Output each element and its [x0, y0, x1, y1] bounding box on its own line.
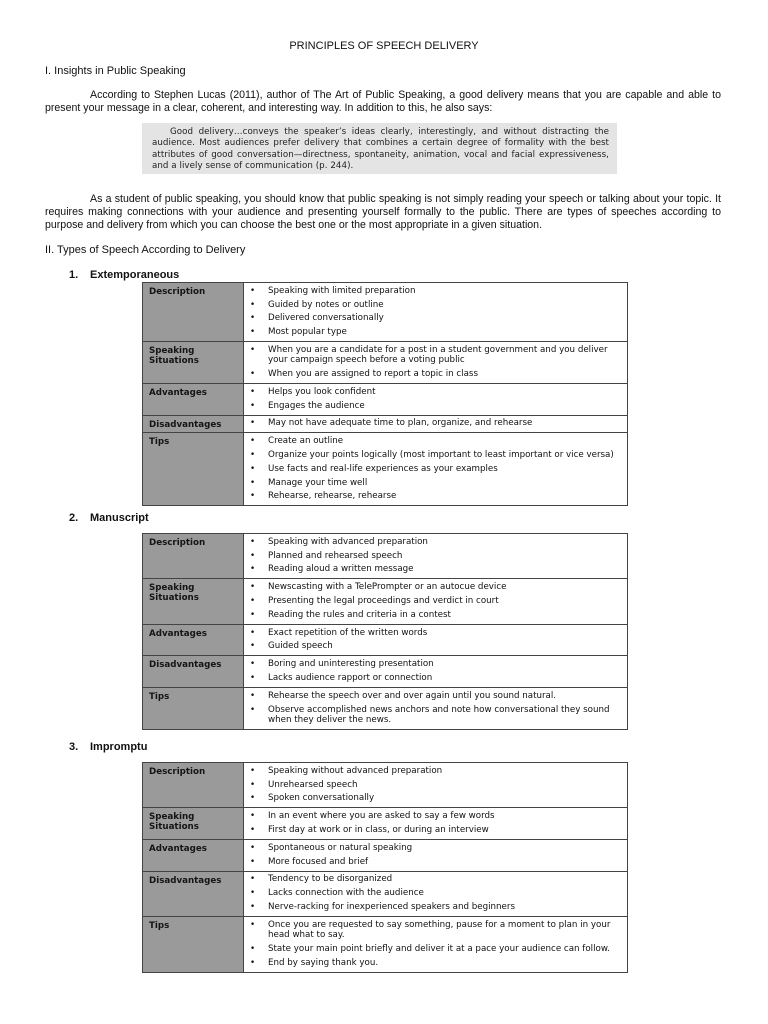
table-row — [143, 624, 628, 656]
row-label: Description — [143, 283, 244, 342]
table-row — [143, 283, 628, 342]
row-items — [244, 433, 628, 506]
type-heading-manuscript — [69, 512, 149, 525]
list-item: • End by saying thank you. — [244, 956, 627, 970]
type-number: 2. — [69, 512, 79, 524]
list-item: • Speaking without advanced preparation — [244, 764, 627, 778]
row-items — [244, 763, 628, 808]
row-items — [244, 871, 628, 916]
type-name: Extemporaneous — [90, 269, 180, 281]
page-title: PRINCIPLES OF SPEECH DELIVERY — [289, 40, 479, 52]
intro-paragraph — [45, 89, 721, 115]
row-items — [244, 916, 628, 972]
row-items — [244, 839, 628, 871]
list-item: • Organize your points logically (most important to least important or vice versa) — [244, 448, 627, 462]
row-label: Advantages — [143, 383, 244, 415]
table-row — [143, 383, 628, 415]
row-label: Description — [143, 763, 244, 808]
list-item: • Reading the rules and criteria in a contest — [244, 608, 627, 622]
list-item: • Spoken conversationally — [244, 792, 627, 806]
row-label: Advantages — [143, 839, 244, 871]
block-quote-text: Good delivery…conveys the speaker’s ideas clearly, interestingly, and without distracting the audience. Most audiences prefer delivery that combines a certain degree of formality with the best attributes of good conversation—directness, spontaneity, animation, vocal and facial expressiveness, and a lively sense of communication (p. 244). — [152, 127, 609, 172]
list-item: • Lacks connection with the audience — [244, 886, 627, 900]
row-label: Tips — [143, 687, 244, 729]
table-row — [143, 656, 628, 688]
table-row — [143, 342, 628, 384]
table-row — [143, 687, 628, 729]
table-manuscript — [142, 533, 628, 730]
type-heading-extemporaneous — [69, 269, 179, 282]
table-row — [143, 415, 628, 433]
list-item: • Lacks audience rapport or connection — [244, 671, 627, 685]
row-items — [244, 415, 628, 433]
list-item: • More focused and brief — [244, 855, 627, 869]
type-name: Impromptu — [90, 741, 148, 753]
type-heading-impromptu — [69, 741, 147, 754]
list-item: • Manage your time well — [244, 476, 627, 490]
list-item: • Boring and uninteresting presentation — [244, 657, 627, 671]
list-item: • Newscasting with a TelePrompter or an autocue device — [244, 580, 627, 594]
table-row — [143, 433, 628, 506]
list-item: • Rehearse, rehearse, rehearse — [244, 490, 627, 504]
row-items — [244, 283, 628, 342]
type-number: 3. — [69, 741, 79, 753]
list-item: • Guided speech — [244, 640, 627, 654]
row-items — [244, 383, 628, 415]
table-row — [143, 763, 628, 808]
list-item: • Observe accomplished news anchors and note how conversational they sound when they deliver the news. — [244, 703, 627, 727]
table-extemporaneous — [142, 282, 628, 506]
row-label: Speaking Situations — [143, 342, 244, 384]
list-item: • Rehearse the speech over and over again until you sound natural. — [244, 689, 627, 703]
list-item: • Speaking with limited preparation — [244, 284, 627, 298]
list-item: • May not have adequate time to plan, organize, and rehearse — [244, 417, 627, 431]
table-row — [143, 839, 628, 871]
list-item: • Reading aloud a written message — [244, 563, 627, 577]
row-items — [244, 808, 628, 840]
row-items — [244, 687, 628, 729]
block-quote — [142, 123, 617, 174]
section-heading-types: II. Types of Speech According to Delivery — [45, 244, 246, 256]
row-items — [244, 656, 628, 688]
list-item: • Presenting the legal proceedings and verdict in court — [244, 594, 627, 608]
list-item: • When you are assigned to report a topic in class — [244, 367, 627, 381]
row-items — [244, 534, 628, 579]
table-row — [143, 579, 628, 624]
row-label: Description — [143, 534, 244, 579]
row-label: Advantages — [143, 624, 244, 656]
list-item: • Engages the audience — [244, 399, 627, 413]
row-label: Disadvantages — [143, 871, 244, 916]
list-item: • Unrehearsed speech — [244, 778, 627, 792]
list-item: • Exact repetition of the written words — [244, 626, 627, 640]
list-item: • When you are a candidate for a post in a student government and you deliver your campaign speech before a voting public — [244, 343, 627, 367]
type-name: Manuscript — [90, 512, 149, 524]
student-paragraph-text: As a student of public speaking, you should know that public speaking is not simply reading your speech or talking about your topic. It requires making connections with your audience and presenting yourself formally to the public. There are types of speeches according to purpose and delivery from which you can choose the best one or the most appropriate in a given situation. — [45, 193, 721, 231]
intro-paragraph-text: According to Stephen Lucas (2011), author of The Art of Public Speaking, a good delivery means that you are capable and able to present your message in a clear, coherent, and interesting way. In addition to this, he also says: — [45, 89, 721, 114]
list-item: • Nerve-racking for inexperienced speakers and beginners — [244, 900, 627, 914]
row-label: Disadvantages — [143, 656, 244, 688]
list-item: • Helps you look confident — [244, 385, 627, 399]
student-paragraph — [45, 193, 721, 232]
list-item: • Guided by notes or outline — [244, 298, 627, 312]
type-number: 1. — [69, 269, 79, 281]
table-impromptu — [142, 762, 628, 973]
row-label: Tips — [143, 433, 244, 506]
list-item: • Once you are requested to say something, pause for a moment to plan in your head what to say. — [244, 918, 627, 942]
list-item: • Delivered conversationally — [244, 312, 627, 326]
row-label: Speaking Situations — [143, 579, 244, 624]
row-label: Disadvantages — [143, 415, 244, 433]
list-item: • First day at work or in class, or during an interview — [244, 823, 627, 837]
row-items — [244, 342, 628, 384]
list-item: • Most popular type — [244, 325, 627, 339]
row-label: Speaking Situations — [143, 808, 244, 840]
table-row — [143, 534, 628, 579]
list-item: • Create an outline — [244, 434, 627, 448]
section-heading-insights: I. Insights in Public Speaking — [45, 65, 186, 77]
row-items — [244, 579, 628, 624]
list-item: • Use facts and real-life experiences as your examples — [244, 462, 627, 476]
list-item: • In an event where you are asked to say a few words — [244, 809, 627, 823]
row-label: Tips — [143, 916, 244, 972]
list-item: • Spontaneous or natural speaking — [244, 841, 627, 855]
table-row — [143, 916, 628, 972]
table-row — [143, 871, 628, 916]
list-item: • Planned and rehearsed speech — [244, 549, 627, 563]
list-item: • Speaking with advanced preparation — [244, 535, 627, 549]
list-item: • Tendency to be disorganized — [244, 873, 627, 887]
list-item: • State your main point briefly and deliver it at a pace your audience can follow. — [244, 942, 627, 956]
table-row — [143, 808, 628, 840]
row-items — [244, 624, 628, 656]
